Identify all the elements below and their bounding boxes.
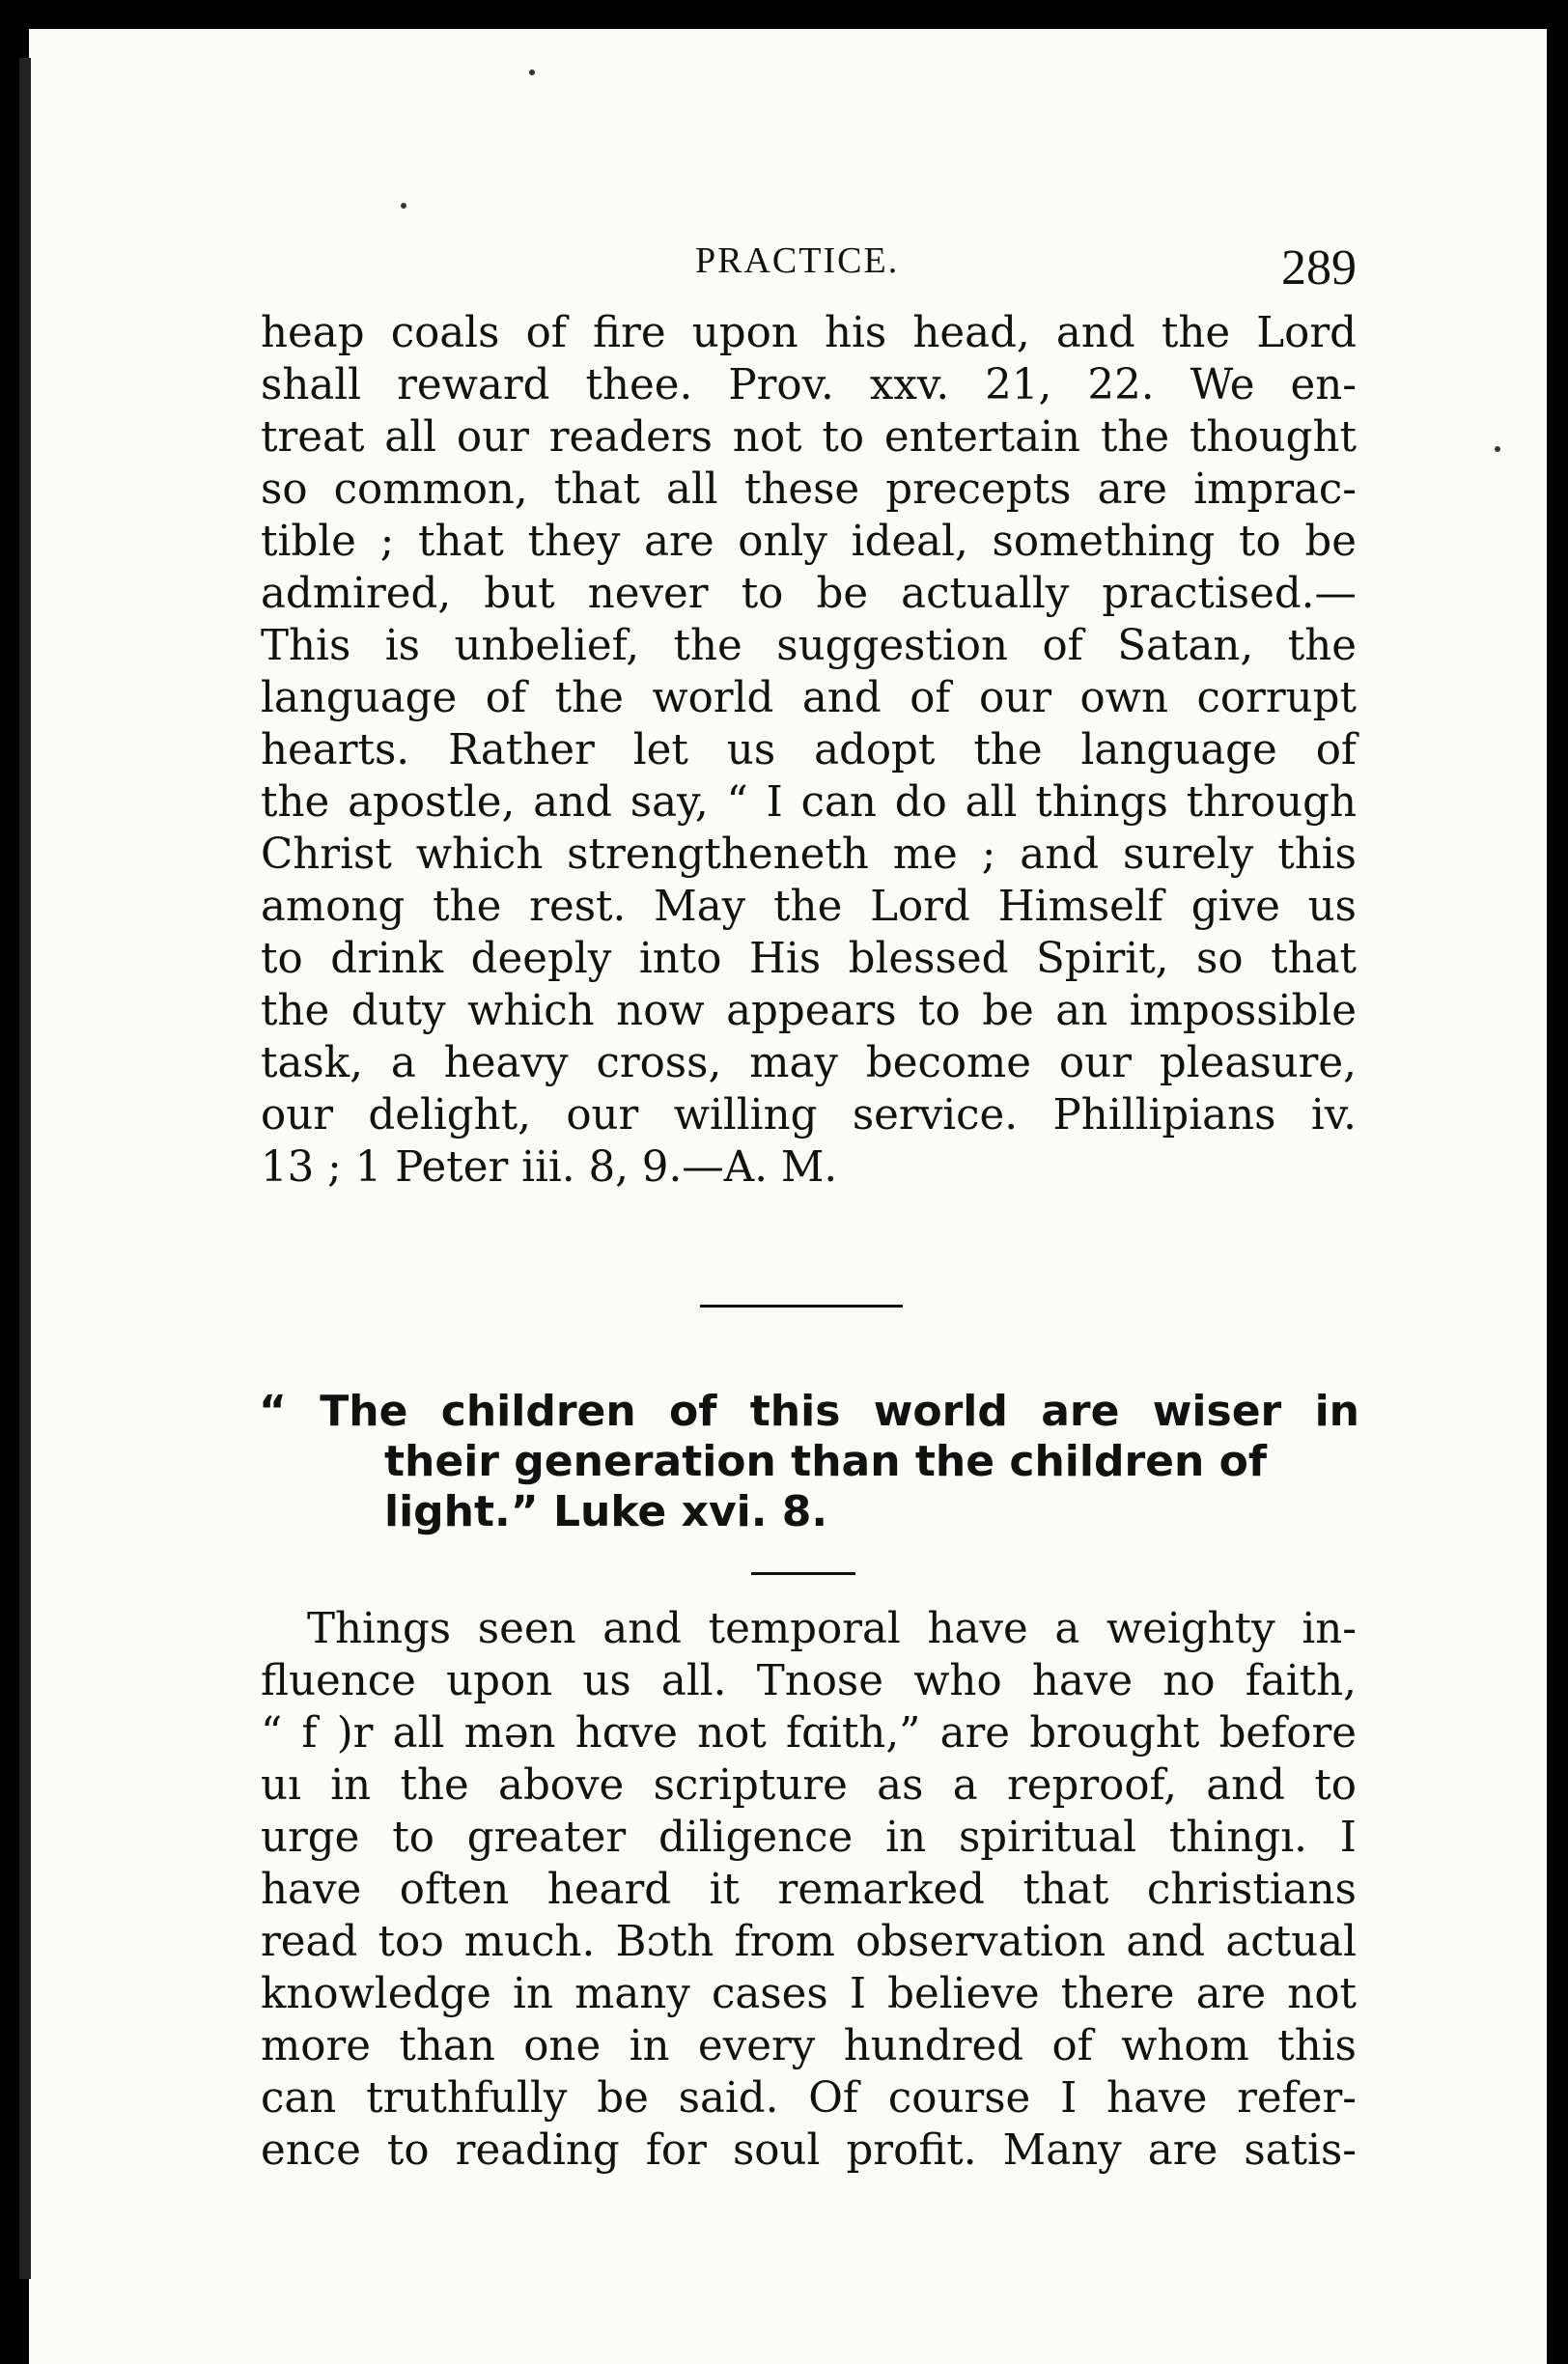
text-line: This is unbelief, the suggestion of Satan, the xyxy=(261,622,1357,670)
quote-line: their generation than the children of xyxy=(384,1437,1268,1486)
text-line: Christ which strengtheneth me ; and surely this xyxy=(261,830,1357,879)
text-line: shall reward thee. Prov. xxv. 21, 22. We en- xyxy=(261,361,1357,409)
running-title: PRACTICE. xyxy=(695,240,900,281)
running-head xyxy=(261,239,1357,297)
text-line: admired, but never to be actually practised.— xyxy=(261,570,1357,618)
text-line: the apostle, and say, “ I can do all things through xyxy=(261,778,1357,827)
paragraph-1 xyxy=(261,307,1357,1194)
text-line: language of the world and of our own corrupt xyxy=(261,674,1357,722)
text-line: more than one in every hundred of whom this xyxy=(261,2022,1357,2070)
text-line: urge to greater diligence in spiritual thingı. I xyxy=(261,1814,1357,1862)
text-line: among the rest. May the Lord Himself give us xyxy=(261,883,1357,931)
text-line: task, a heavy cross, may become our pleasure, xyxy=(261,1039,1357,1087)
paper-speck xyxy=(1495,446,1500,452)
quote-line: light.” Luke xvi. 8. xyxy=(384,1487,828,1536)
text-line: heap coals of fire upon his head, and the Lord xyxy=(261,309,1357,357)
text-line: “ f )r all mən hɑve not fɑith,” are brought before xyxy=(261,1709,1357,1758)
section-divider xyxy=(700,1305,903,1308)
text-line: fluence upon us all. Tnose who have no faith, xyxy=(261,1657,1357,1705)
quote-divider xyxy=(751,1572,855,1575)
text-line: our delight, our willing service. Phillipians iv. xyxy=(261,1091,1357,1140)
paragraph-2 xyxy=(261,1603,1357,2177)
text-line: treat all our readers not to entertain the thought xyxy=(261,413,1357,462)
text-line: have often heard it remarked that christians xyxy=(261,1866,1357,1914)
text-line: Things seen and temporal have a weighty in- xyxy=(307,1605,1357,1653)
text-line: the duty which now appears to be an impossible xyxy=(261,987,1357,1035)
text-line: uı in the abοve scripture as a reproof, and to xyxy=(261,1761,1357,1810)
text-line: can truthfully be said. Of course I have refer- xyxy=(261,2074,1357,2123)
text-line: knowledge in many cases I believe there are not xyxy=(261,1970,1357,2018)
text-line: read toɔ much. Bɔth from observation and actual xyxy=(261,1918,1357,1966)
paper-speck xyxy=(401,203,406,209)
text-line: tible ; that they are only ideal, something to be xyxy=(261,518,1357,566)
text-line: so common, that all these precepts are imprac- xyxy=(261,465,1357,514)
scripture-quote xyxy=(259,1387,1359,1537)
paper-speck xyxy=(529,70,535,75)
text-line: to drink deeply into His blessed Spirit, so that xyxy=(261,935,1357,983)
text-line: 13 ; 1 Peter iii. 8, 9.—A. M. xyxy=(261,1143,838,1192)
page-number: 289 xyxy=(1281,240,1357,296)
text-line: hearts. Rather let us adopt the language of xyxy=(261,726,1357,774)
text-line: ence to reading for soul profit. Many are satis- xyxy=(261,2126,1357,2175)
page-binding-edge xyxy=(19,58,31,2279)
quote-line: “ The children of this world are wiser in xyxy=(259,1387,1359,1436)
